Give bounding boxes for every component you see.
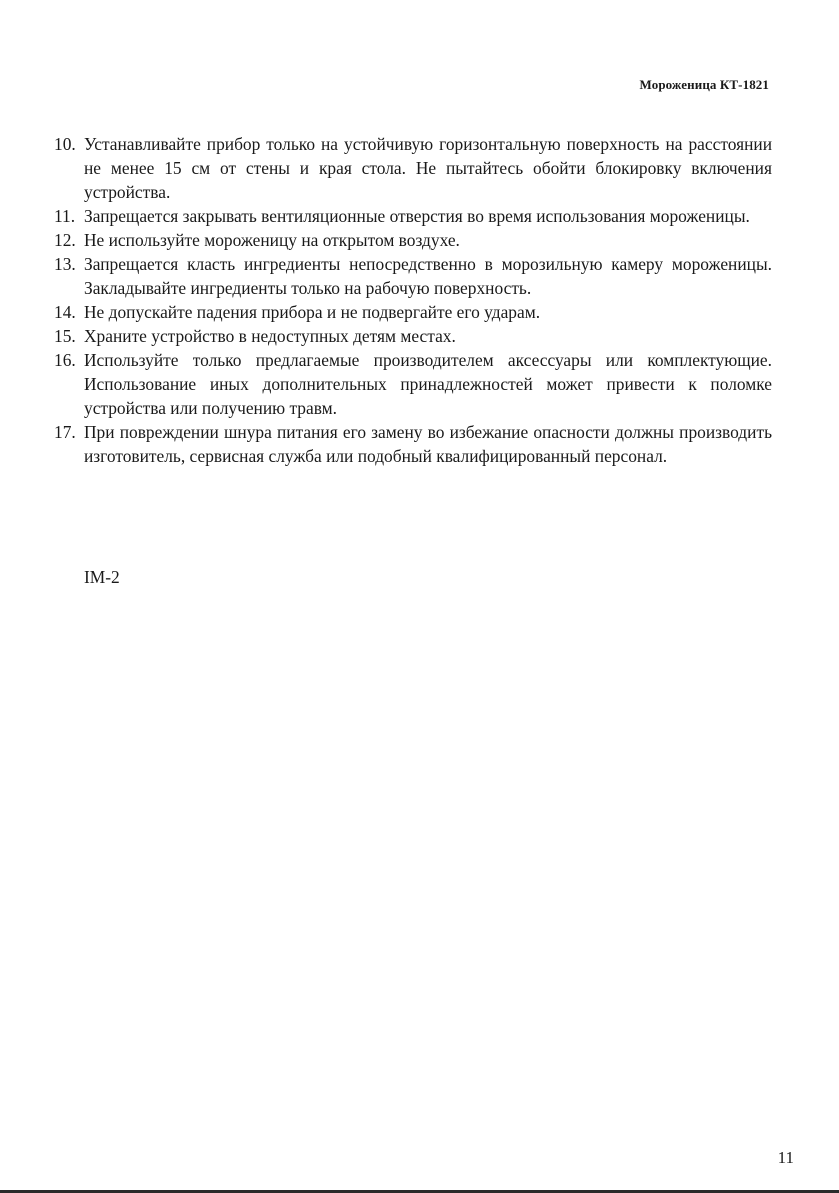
running-header: Мороженица КТ-1821 [639, 77, 769, 92]
item-text: Устанавливайте прибор только на устойчивую горизонтальную поверхность на расстоянии не менее 15 см от стены и края стола. Не пытайтесь обойти блокировку включения устройства. [84, 134, 772, 202]
list-item [54, 132, 772, 204]
item-text: Запрещается закрывать вентиляционные отверстия во время использования мороженицы. [84, 206, 750, 226]
list-item [54, 204, 772, 228]
item-text: При повреждении шнура питания его замену во избежание опасности должны производить изготовитель, сервисная служба или подобный квалифицированный персонал. [84, 422, 772, 466]
list-item [54, 252, 772, 300]
item-number: 13. [54, 254, 76, 274]
item-number: 12. [54, 230, 76, 250]
list-item [54, 420, 772, 468]
item-text: Храните устройство в недоступных детям местах. [84, 326, 456, 346]
item-number: 16. [54, 350, 76, 370]
document-code: IM-2 [84, 567, 120, 587]
page-number: 11 [777, 1148, 794, 1167]
list-item [54, 324, 772, 348]
item-text: Не используйте мороженицу на открытом воздухе. [84, 230, 460, 250]
item-number: 14. [54, 302, 76, 322]
list-item [54, 348, 772, 420]
item-number: 17. [54, 422, 76, 442]
item-number: 11. [54, 206, 76, 226]
item-number: 15. [54, 326, 76, 346]
list-item [54, 228, 772, 252]
item-text: Используйте только предлагаемые производителем аксессуары или комплектующие. Использование иных дополнительных принадлежностей может привести к поломке устройства или получению травм. [84, 350, 772, 418]
safety-instructions-list [54, 132, 772, 468]
item-text: Запрещается класть ингредиенты непосредственно в морозильную камеру мороженицы. Закладывайте ингредиенты только на рабочую поверхность. [84, 254, 772, 298]
item-text: Не допускайте падения прибора и не подвергайте его ударам. [84, 302, 541, 322]
list-item [54, 300, 772, 324]
item-number: 10. [54, 134, 76, 154]
